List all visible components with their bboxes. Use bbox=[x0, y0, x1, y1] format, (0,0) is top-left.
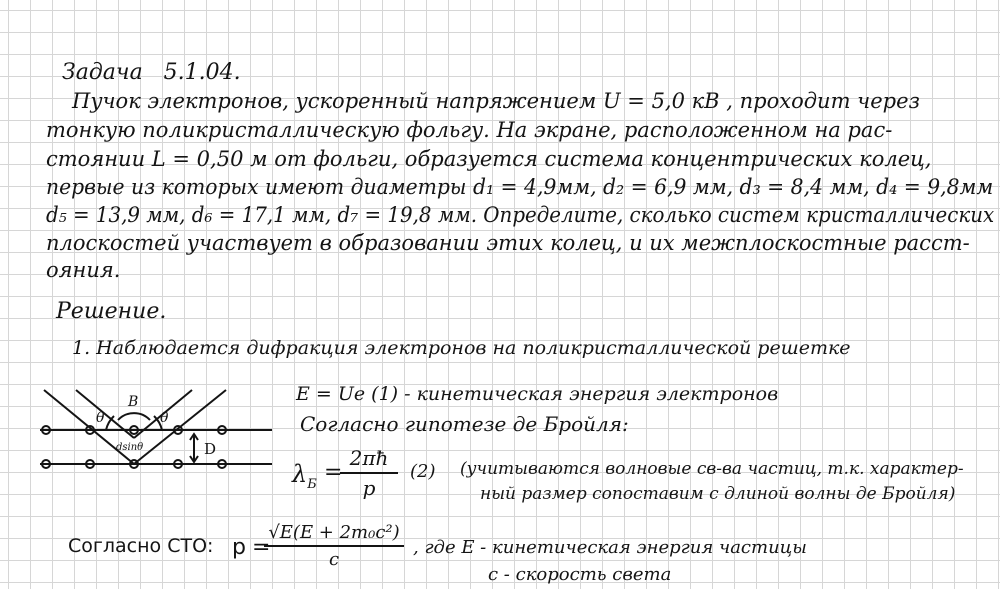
energy-equation: E = Ue (1) - кинетическая энергия электронов bbox=[296, 383, 779, 405]
de-broglie-hypothesis: Согласно гипотезе де Бройля: bbox=[300, 412, 629, 436]
lambda-subscript: Б bbox=[307, 476, 317, 492]
bragg-diagram bbox=[36, 380, 276, 480]
path-difference-label: dsinθ bbox=[116, 442, 144, 453]
fraction-numerator: 2πħ bbox=[340, 446, 398, 474]
note-line-2: ный размер сопоставим с длиной волны де Бройля) bbox=[480, 484, 956, 504]
note-line-1: (учитываются волновые св-ва частиц, т.к. характер- bbox=[460, 459, 964, 479]
problem-line-5: d₅ = 13,9 мм, d₆ = 17,1 мм, d₇ = 19,8 мм. Определите, сколько систем кристаллических bbox=[46, 203, 995, 227]
where-line-2: c - скорость света bbox=[488, 564, 672, 585]
b-arc bbox=[118, 413, 150, 420]
momentum-numerator: √E(E + 2m₀c²) bbox=[264, 522, 404, 547]
solution-heading: Решение. bbox=[56, 299, 167, 324]
problem-line-6: плоскостей участвует в образовании этих колец, и их межплоскостные расст- bbox=[46, 231, 970, 255]
problem-line-7: ояния. bbox=[46, 258, 121, 282]
problem-line-1: Пучок электронов, ускоренный напряжением U = 5,0 кВ , проходит через bbox=[72, 89, 920, 113]
d-label: D bbox=[204, 440, 217, 458]
theta-label-right: θ bbox=[160, 410, 169, 426]
momentum-symbol: p bbox=[232, 535, 246, 560]
problem-line-3: стоянии L = 0,50 м от фольги, образуется система концентрических колец, bbox=[46, 147, 932, 171]
theta-label-left: θ bbox=[96, 410, 105, 426]
problem-number: 5.1.04. bbox=[163, 60, 241, 85]
solution-step-1: 1. Наблюдается дифракция электронов на поликристаллической решетке bbox=[72, 337, 851, 359]
problem-line-2: тонкую поликристаллическую фольгу. На экране, расположенном на рас- bbox=[46, 118, 893, 142]
b-label: B bbox=[128, 394, 139, 410]
momentum-fraction bbox=[264, 522, 404, 570]
lambda-letter: λ bbox=[292, 460, 308, 488]
sto-label: Согласно СТО: bbox=[68, 535, 214, 557]
fraction-denominator: p bbox=[362, 476, 376, 500]
equals-sign-1: = bbox=[324, 460, 343, 485]
equation-number-2: (2) bbox=[410, 461, 436, 482]
problem-header bbox=[62, 59, 241, 87]
equals-sign-2: = bbox=[252, 535, 271, 560]
where-line-1: , где E - кинетическая энергия частицы bbox=[413, 537, 807, 558]
problem-title: Задача bbox=[62, 60, 143, 85]
momentum-denominator: c bbox=[328, 549, 340, 570]
de-broglie-fraction bbox=[340, 446, 398, 500]
lambda-symbol bbox=[292, 460, 317, 492]
problem-line-4: первые из которых имеют диаметры d₁ = 4,9мм, d₂ = 6,9 мм, d₃ = 8,4 мм, d₄ = 9,8мм bbox=[46, 175, 994, 199]
